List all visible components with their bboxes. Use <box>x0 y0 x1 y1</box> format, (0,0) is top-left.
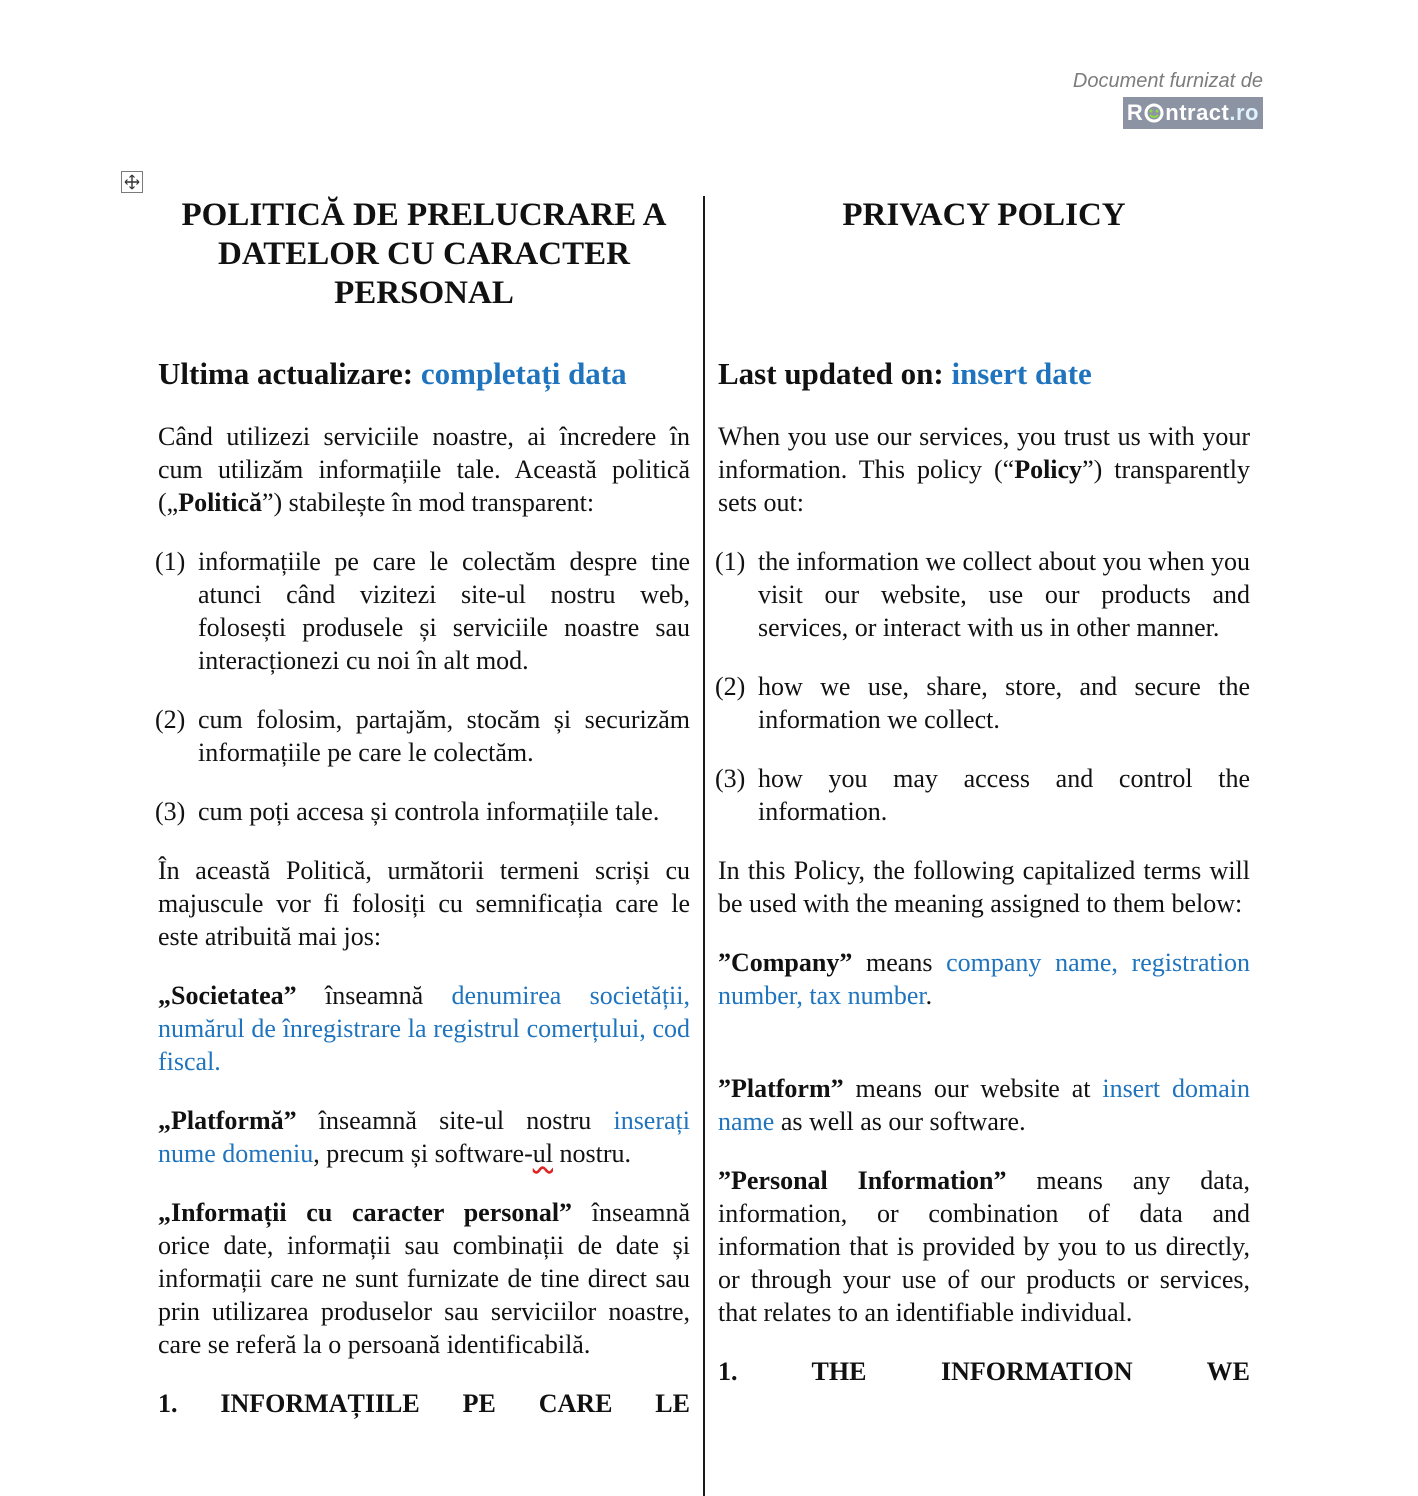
en-item-number: (2) <box>715 672 746 701</box>
en-terms-intro: In this Policy, the following capitalized terms will be used with the meaning assigned to them below: <box>718 856 1250 918</box>
ro-def-platform-rest-a: , precum și software- <box>313 1139 533 1168</box>
en-title: PRIVACY POLICY <box>842 197 1126 233</box>
ro-list-item-2 <box>155 703 690 769</box>
en-section-1-heading: 1. THE INFORMATION WE <box>718 1357 1250 1386</box>
ro-def-personal-text: înseamnă orice date, informații sau combinații de date și informații care ne sunt furnizate de tine direct sau prin utilizarea produselor sau serviciilor noastre, care se referă la o persoană identificabilă. <box>158 1198 690 1359</box>
en-def-company <box>718 946 1250 1012</box>
en-updated-date-placeholder[interactable]: insert date <box>951 356 1092 391</box>
ro-intro-a: Când utilizezi serviciile noastre, ai încredere în cum utilizăm informațiile tale. Această politică („ <box>158 422 690 517</box>
ro-def-platform-placeholder[interactable]: inserați nume domeniu <box>158 1106 690 1168</box>
ro-def-personal <box>158 1196 690 1361</box>
ro-item-text: cum folosim, partajăm, stocăm și securizăm informațiile pe care le colectăm. <box>198 705 690 767</box>
en-def-company-means: means <box>852 948 947 977</box>
en-def-company-term: ”Company” <box>718 948 853 977</box>
logo-smiley-icon <box>1144 103 1164 123</box>
ro-def-company <box>158 979 690 1078</box>
ro-list-item-3 <box>155 795 690 828</box>
ro-item-number: (2) <box>155 705 186 734</box>
ro-spellcheck-word[interactable]: ul <box>532 1139 553 1168</box>
en-def-personal <box>718 1164 1250 1329</box>
ro-def-platform-means: înseamnă site-ul nostru <box>296 1106 614 1135</box>
english-column <box>715 196 1250 1388</box>
ro-last-updated <box>158 356 690 392</box>
en-item-text: how we use, share, store, and secure the information we collect. <box>758 672 1250 734</box>
ro-def-platform-rest-c: nostru. <box>552 1139 631 1168</box>
ro-def-platform <box>158 1104 690 1170</box>
logo-text-ro: .ro <box>1229 100 1259 125</box>
en-last-updated <box>718 356 1250 392</box>
ro-def-platform-term: „Platformă” <box>158 1106 297 1135</box>
logo-text-ntract: ntract <box>1165 100 1230 125</box>
document-provider <box>1073 70 1263 129</box>
ro-terms-intro: În această Politică, următorii termeni scriși cu majuscule vor fi folosiți cu semnificația care le este atribuită mai jos: <box>158 856 690 951</box>
column-divider <box>703 196 705 1496</box>
en-list-item-1 <box>715 545 1250 644</box>
ro-def-personal-term: „Informații cu caracter personal” <box>158 1198 573 1227</box>
ro-item-text: informațiile pe care le colectăm despre tine atunci când vizitezi site-ul nostru web, folosești produsele și serviciile noastre sau interacționezi cu noi în alt mod. <box>198 547 690 675</box>
en-def-platform <box>718 1072 1250 1138</box>
en-intro-b: ”) transparently sets out: <box>718 455 1250 517</box>
rontract-logo[interactable] <box>1123 97 1263 129</box>
ro-section-1-heading: 1. INFORMAȚIILE PE CARE LE <box>158 1389 690 1418</box>
ro-intro-bold: Politică <box>178 488 262 517</box>
en-item-text: how you may access and control the information. <box>758 764 1250 826</box>
en-intro-a: When you use our services, you trust us with your information. This policy (“ <box>718 422 1250 484</box>
ro-intro <box>158 420 690 519</box>
en-def-personal-text: means any data, information, or combination of data and information that is provided by you to us directly, or through your use of our products or services, that relates to an identifiable individual. <box>718 1166 1250 1327</box>
en-intro-bold: Policy <box>1014 455 1083 484</box>
en-def-platform-rest: as well as our software. <box>774 1107 1026 1136</box>
en-item-number: (3) <box>715 764 746 793</box>
ro-def-company-means: înseamnă <box>296 981 452 1010</box>
en-list-item-2 <box>715 670 1250 736</box>
ro-intro-b: ”) stabilește în mod transparent: <box>261 488 595 517</box>
en-def-platform-means: means our website at <box>843 1074 1103 1103</box>
en-def-company-end: . <box>925 981 933 1010</box>
ro-def-company-term: „Societatea” <box>158 981 297 1010</box>
en-def-company-placeholder[interactable]: company name, registration number, tax number <box>718 948 1250 1010</box>
ro-updated-date-placeholder[interactable]: completați data <box>420 356 627 391</box>
logo-text-r: R <box>1126 100 1144 125</box>
en-def-platform-term: ”Platform” <box>718 1074 844 1103</box>
en-def-personal-term: ”Personal Information” <box>718 1166 1007 1195</box>
en-item-text: the information we collect about you when you visit our website, use our products and services, or interact with us in other manner. <box>758 547 1250 642</box>
ro-item-text: cum poți accesa și controla informațiile tale. <box>198 797 660 826</box>
ro-title: POLITICĂ DE PRELUCRARE A DATELOR CU CARACTER PERSONAL <box>181 197 667 311</box>
ro-list-item-1 <box>155 545 690 677</box>
en-def-platform-placeholder[interactable]: insert domain name <box>718 1074 1250 1136</box>
ro-updated-label: Ultima actualizare: <box>158 356 414 391</box>
en-list-item-3 <box>715 762 1250 828</box>
ro-item-number: (1) <box>155 547 186 576</box>
table-move-handle[interactable] <box>121 171 143 193</box>
move-handle-icon <box>124 174 140 190</box>
en-intro <box>718 420 1250 519</box>
en-item-number: (1) <box>715 547 746 576</box>
en-updated-label: Last updated on: <box>718 356 944 391</box>
provider-caption: Document furnizat de <box>1072 70 1263 92</box>
ro-def-company-placeholder[interactable]: denumirea societății, numărul de înregistrare la registrul comerțului, cod fiscal. <box>158 981 690 1076</box>
ro-item-number: (3) <box>155 797 186 826</box>
romanian-column <box>155 196 690 1420</box>
